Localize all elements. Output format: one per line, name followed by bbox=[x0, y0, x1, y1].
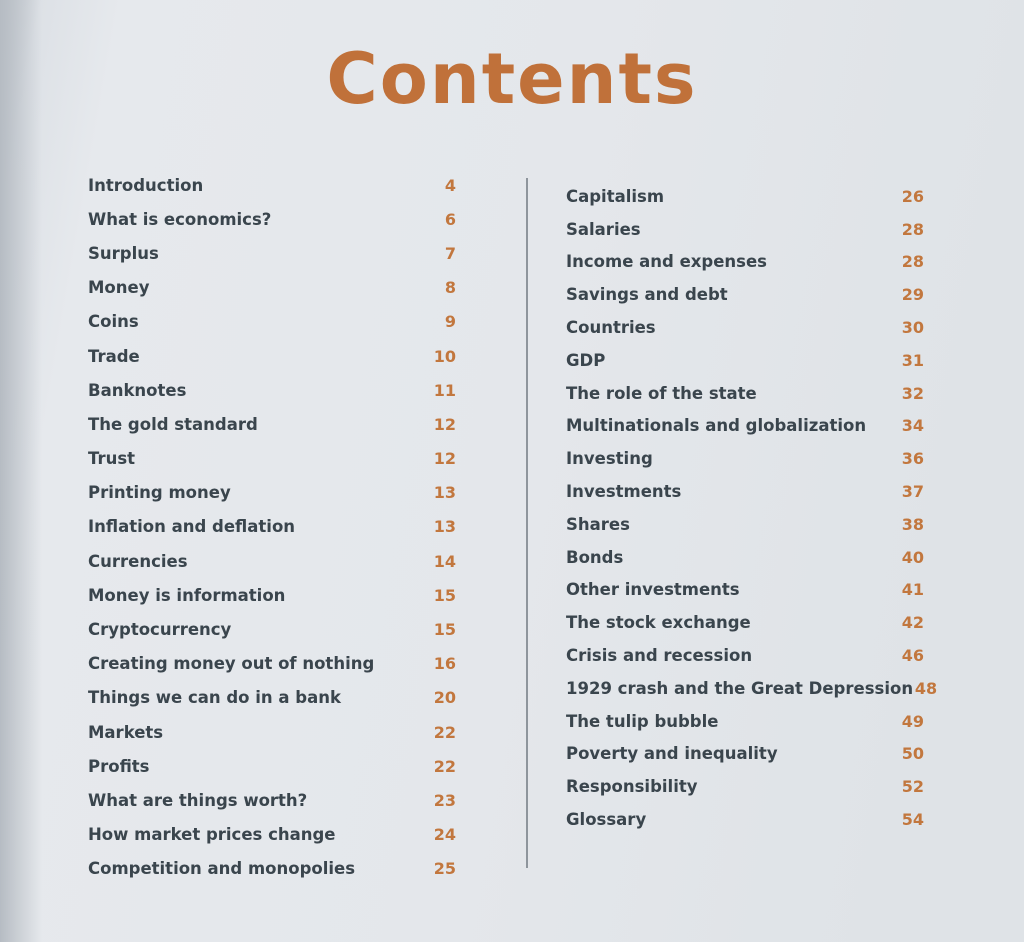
toc-entry-page-number: 6 bbox=[444, 209, 456, 229]
toc-entry-page-number: 7 bbox=[444, 243, 456, 263]
toc-entry-page-number: 34 bbox=[901, 416, 924, 436]
toc-entry-page-number: 41 bbox=[901, 580, 924, 600]
toc-entry-page-number: 26 bbox=[901, 186, 924, 206]
toc-entry-page-number: 48 bbox=[914, 678, 938, 698]
toc-column-right bbox=[566, 180, 938, 836]
toc-entry-title: Glossary bbox=[566, 810, 647, 830]
toc-entry-title: Creating money out of nothing bbox=[88, 654, 375, 674]
toc-entry-title: How market prices change bbox=[88, 825, 336, 845]
toc-entry[interactable] bbox=[566, 639, 924, 672]
toc-entry[interactable] bbox=[88, 305, 456, 339]
toc-entry-page-number: 31 bbox=[901, 350, 924, 370]
toc-entry[interactable] bbox=[566, 770, 924, 803]
toc-entry-page-number: 23 bbox=[433, 790, 456, 810]
toc-entry-page-number: 32 bbox=[901, 383, 924, 403]
toc-entry[interactable] bbox=[88, 612, 456, 646]
toc-entry[interactable] bbox=[566, 246, 924, 279]
toc-entry-title: Bonds bbox=[566, 547, 624, 567]
toc-entry-title: GDP bbox=[566, 350, 606, 370]
toc-entry-title: What are things worth? bbox=[88, 790, 308, 810]
toc-entry-page-number: 4 bbox=[444, 175, 456, 195]
toc-entry[interactable] bbox=[566, 442, 924, 475]
toc-entry-page-number: 28 bbox=[901, 252, 924, 272]
toc-entry[interactable] bbox=[566, 541, 924, 574]
toc-entry[interactable] bbox=[88, 852, 456, 886]
toc-entry[interactable] bbox=[566, 213, 924, 246]
toc-entry-title: Responsibility bbox=[566, 777, 698, 797]
toc-entry-title: Introduction bbox=[88, 175, 204, 195]
toc-entry-title: Surplus bbox=[88, 243, 159, 263]
toc-entry[interactable] bbox=[566, 803, 924, 836]
toc-entry[interactable] bbox=[566, 180, 924, 213]
toc-entry-title: Countries bbox=[566, 318, 656, 338]
toc-entry-title: Inflation and deflation bbox=[88, 517, 296, 537]
toc-entry-page-number: 12 bbox=[433, 414, 456, 434]
toc-entry[interactable] bbox=[88, 715, 456, 749]
toc-entry[interactable] bbox=[88, 236, 456, 270]
toc-entry[interactable] bbox=[88, 818, 456, 852]
toc-entry-page-number: 15 bbox=[433, 620, 456, 640]
toc-entry-page-number: 13 bbox=[433, 483, 456, 503]
toc-entry-title: Currencies bbox=[88, 551, 188, 571]
toc-entry-title: Money is information bbox=[88, 585, 286, 605]
toc-entry[interactable] bbox=[88, 578, 456, 612]
toc-entry-title: Savings and debt bbox=[566, 285, 728, 305]
toc-entry[interactable] bbox=[88, 202, 456, 236]
toc-entry-page-number: 36 bbox=[901, 449, 924, 469]
toc-entry[interactable] bbox=[566, 475, 924, 508]
toc-entry-page-number: 20 bbox=[433, 688, 456, 708]
page-gutter-shadow bbox=[0, 0, 42, 942]
toc-entry-page-number: 40 bbox=[901, 547, 924, 567]
toc-entry[interactable] bbox=[566, 705, 924, 738]
toc-entry-title: Crisis and recession bbox=[566, 646, 753, 666]
toc-entry-page-number: 54 bbox=[901, 810, 924, 830]
toc-entry-page-number: 12 bbox=[433, 449, 456, 469]
toc-entry-page-number: 24 bbox=[433, 825, 456, 845]
toc-entry-page-number: 8 bbox=[444, 278, 456, 298]
toc-entry-page-number: 28 bbox=[901, 219, 924, 239]
toc-entry-title: Multinationals and globalization bbox=[566, 416, 867, 436]
toc-entry-page-number: 49 bbox=[901, 711, 924, 731]
toc-entry[interactable] bbox=[566, 606, 924, 639]
toc-entry-title: Shares bbox=[566, 514, 630, 534]
toc-entry-page-number: 46 bbox=[901, 646, 924, 666]
toc-entry-title: 1929 crash and the Great Depression bbox=[566, 678, 914, 698]
toc-entry[interactable] bbox=[88, 749, 456, 783]
toc-entry-title: The tulip bubble bbox=[566, 711, 719, 731]
toc-entry[interactable] bbox=[566, 738, 924, 771]
toc-entry-title: The stock exchange bbox=[566, 613, 751, 633]
toc-entry-title: The gold standard bbox=[88, 414, 258, 434]
toc-entry-title: What is economics? bbox=[88, 209, 272, 229]
toc-entry[interactable] bbox=[566, 377, 924, 410]
toc-entry-title: Other investments bbox=[566, 580, 740, 600]
toc-entry-title: Competition and monopolies bbox=[88, 859, 356, 879]
toc-entry-page-number: 14 bbox=[433, 551, 456, 571]
toc-entry-page-number: 38 bbox=[901, 514, 924, 534]
toc-entry[interactable] bbox=[566, 508, 924, 541]
toc-entry[interactable] bbox=[566, 344, 924, 377]
toc-entry-page-number: 25 bbox=[433, 859, 456, 879]
toc-entry-page-number: 13 bbox=[433, 517, 456, 537]
toc-entry-page-number: 9 bbox=[444, 312, 456, 332]
toc-entry[interactable] bbox=[88, 647, 456, 681]
toc-entry-title: Capitalism bbox=[566, 186, 665, 206]
toc-entry-page-number: 29 bbox=[901, 285, 924, 305]
toc-entry[interactable] bbox=[88, 339, 456, 373]
toc-entry-title: Coins bbox=[88, 312, 139, 332]
toc-entry[interactable] bbox=[88, 476, 456, 510]
toc-entry[interactable] bbox=[88, 681, 456, 715]
toc-entry[interactable] bbox=[88, 442, 456, 476]
toc-column-left bbox=[88, 168, 456, 886]
toc-entry-title: Poverty and inequality bbox=[566, 744, 778, 764]
toc-entry-page-number: 50 bbox=[901, 744, 924, 764]
toc-entry-page-number: 16 bbox=[433, 654, 456, 674]
toc-entry[interactable] bbox=[88, 544, 456, 578]
toc-entry-page-number: 52 bbox=[901, 777, 924, 797]
toc-entry[interactable] bbox=[566, 574, 924, 607]
toc-entry[interactable] bbox=[566, 410, 924, 443]
toc-entry[interactable] bbox=[88, 168, 456, 202]
toc-entry[interactable] bbox=[88, 271, 456, 305]
toc-entry-title: Printing money bbox=[88, 483, 231, 503]
toc-entry-title: Cryptocurrency bbox=[88, 620, 232, 640]
toc-entry-title: Income and expenses bbox=[566, 252, 767, 272]
toc-entry[interactable] bbox=[566, 311, 924, 344]
toc-entry-page-number: 15 bbox=[433, 585, 456, 605]
column-divider bbox=[526, 178, 528, 868]
toc-entry-title: Trust bbox=[88, 449, 136, 469]
toc-entry-title: Markets bbox=[88, 722, 164, 742]
toc-entry-title: Trade bbox=[88, 346, 140, 366]
toc-entry[interactable] bbox=[88, 373, 456, 407]
toc-entry-page-number: 22 bbox=[433, 756, 456, 776]
toc-entry[interactable] bbox=[566, 278, 924, 311]
toc-entry[interactable] bbox=[88, 407, 456, 441]
toc-entry-title: Investing bbox=[566, 449, 653, 469]
toc-entry-title: Investments bbox=[566, 482, 682, 502]
toc-entry-title: Salaries bbox=[566, 219, 641, 239]
toc-entry-page-number: 42 bbox=[901, 613, 924, 633]
toc-entry-page-number: 22 bbox=[433, 722, 456, 742]
toc-entry-page-number: 30 bbox=[901, 318, 924, 338]
toc-entry[interactable] bbox=[88, 510, 456, 544]
toc-entry-title: Banknotes bbox=[88, 380, 187, 400]
toc-entry[interactable] bbox=[88, 783, 456, 817]
toc-entry-page-number: 10 bbox=[433, 346, 456, 366]
toc-entry-title: Money bbox=[88, 278, 150, 298]
toc-entry-page-number: 37 bbox=[901, 482, 924, 502]
toc-entry-title: Profits bbox=[88, 756, 150, 776]
toc-entry-page-number: 11 bbox=[433, 380, 456, 400]
page-title: Contents bbox=[326, 38, 698, 120]
toc-entry-title: Things we can do in a bank bbox=[88, 688, 341, 708]
toc-entry[interactable] bbox=[566, 672, 938, 705]
toc-entry-title: The role of the state bbox=[566, 383, 757, 403]
